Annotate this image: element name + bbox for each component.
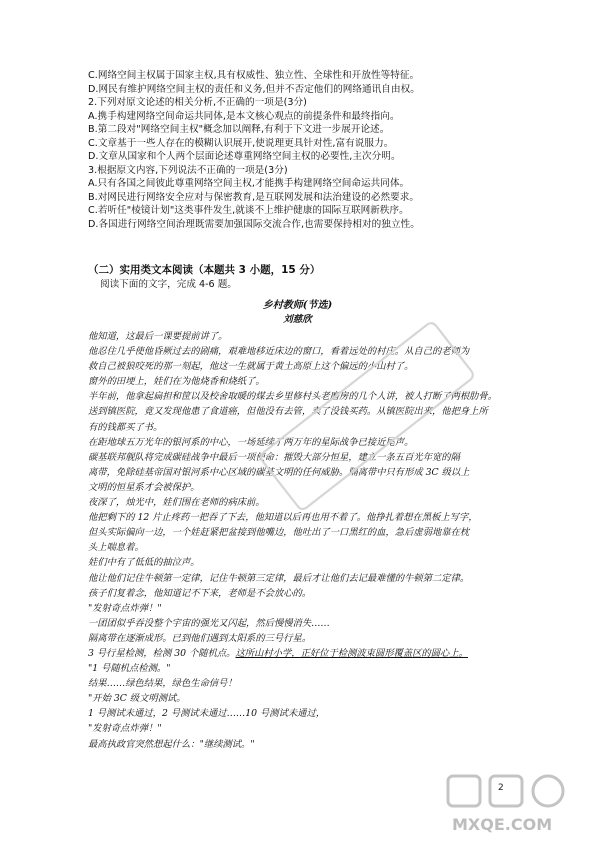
story-line bbox=[88, 480, 558, 495]
story-line bbox=[88, 374, 558, 389]
story-line-text: 在距地球五万光年的银河系的中心，一场延续了两万年的星际战争已接近尾声。 bbox=[88, 436, 414, 448]
option-line: D.各国进行网络空间治理既需要加强国际交流合作,也需要保持相对的独立性。 bbox=[88, 218, 420, 230]
reading-instruction: 阅读下面的文字，完成 4-6 题。 bbox=[100, 279, 237, 290]
story-line-text: "开始 3C 级文明测试。 bbox=[88, 693, 186, 705]
story-line bbox=[88, 555, 558, 570]
story-line-text: 夜深了，烛光中，娃们围在老师的病床前。 bbox=[88, 497, 265, 509]
story-line bbox=[88, 525, 558, 540]
story-line-text: 他知道，这最后一课要提前讲了。 bbox=[88, 331, 228, 342]
story-line bbox=[88, 435, 558, 450]
option-line: C.文章基于一些人存在的模糊认识展开,使说理更具针对性,富有说服力。 bbox=[88, 137, 394, 149]
story-line-text: 结果……绿色结果，绿色生命信号！ bbox=[88, 678, 237, 690]
option-line: C.网络空间主权属于国家主权,具有权威性、独立性、全球性和开放性等特征。 bbox=[88, 70, 420, 81]
underlined-sentence: 这所山村小学，正好位于检测波束圆形覆盖区的圆心上。 bbox=[235, 647, 468, 659]
story-line-text: 头上喘息着。 bbox=[88, 542, 144, 554]
story-line bbox=[88, 450, 558, 465]
option-line: A.只有各国之间彼此尊重网络空间主权,才能携手构建网络空间命运共同体。 bbox=[88, 178, 410, 189]
story-line-text: 3 号行星检测，检测 30 个随机点。 bbox=[88, 647, 236, 659]
story-line bbox=[88, 344, 558, 359]
option-line: D.文章从国家和个人两个层面论述尊重网络空间主权的必要性,主次分明。 bbox=[88, 151, 401, 162]
story-line-text: 他忍住几乎使他昏厥过去的剧痛，艰难地移近床边的窗口，看着远处的村庄。从自己的老师为 bbox=[88, 346, 470, 358]
story-line bbox=[88, 540, 558, 555]
story-line bbox=[88, 510, 558, 525]
story-line-text: "发射奇点炸弹！" bbox=[88, 602, 162, 614]
story-line-text: 他让他们记住牛顿第一定律，记住牛顿第三定律，最后才让他们去记最难懂的牛顿第二定律。 bbox=[88, 572, 470, 584]
story-line-text: 离带，免除硅基帝国对银河系中心区域的碳基文明的任何威胁。隔离带中只有形成 3C 级以上 bbox=[88, 466, 470, 478]
story-line-text: 一团团似乎吞没整个宇宙的强光又闪起，然后慢慢消失…… bbox=[88, 617, 330, 629]
story-line-text: 孩子们复着念，他知道记不下来，老师是不会放心的。 bbox=[88, 587, 312, 599]
story-line bbox=[88, 601, 558, 616]
story-line-text: 送到镇医院，竟又发现他患了食道癌，但他没有去管，卖了没钱买药。从镇医院出来，他把身上所 bbox=[88, 406, 488, 418]
question-options-block bbox=[88, 69, 558, 231]
story-line bbox=[88, 737, 558, 752]
article-author: 刘慈欣 bbox=[283, 314, 312, 325]
logo-ring bbox=[533, 776, 563, 806]
story-line bbox=[88, 465, 558, 480]
story-line bbox=[88, 329, 558, 344]
story-line bbox=[88, 586, 558, 601]
story-line bbox=[88, 706, 558, 721]
story-line bbox=[88, 571, 558, 586]
story-line-text: 有的钱都买了书。 bbox=[88, 421, 163, 433]
logo-block-2 bbox=[490, 776, 522, 806]
story-line bbox=[88, 616, 558, 631]
story-line bbox=[88, 495, 558, 510]
story-line-text: 半年前，他拿起扁担和筐以及校舍取暖的煤去乡里修村头老磨房的几个人讲，被人打断了两根肋骨。 bbox=[88, 391, 498, 403]
story-line bbox=[88, 721, 558, 736]
story-line bbox=[88, 420, 558, 435]
page-number: 2 bbox=[498, 783, 504, 793]
article-title: 乡村教师(节选) bbox=[262, 300, 333, 311]
story-text bbox=[88, 329, 558, 752]
option-line: B.第二段对"网络空间主权"概念加以阐释,有利于下文进一步展开论述。 bbox=[88, 124, 390, 135]
story-line-text: 最高执政官突然想起什么："继续测试。" bbox=[88, 738, 255, 750]
story-line-text: 碳基联邦舰队将完成碳硅战争中最后一项使命：摧毁大部分恒星，建立一条五百光年宽的隔 bbox=[88, 451, 460, 463]
story-line bbox=[88, 691, 558, 706]
logo-block-1 bbox=[448, 776, 480, 806]
story-line-text: 娃们中有了低低的抽泣声。 bbox=[88, 557, 200, 569]
story-line bbox=[88, 359, 558, 374]
brand-url: MXQE.COM bbox=[452, 815, 553, 834]
brand-logo bbox=[438, 770, 588, 840]
story-line-text: "1 号随机点检测。" bbox=[88, 663, 171, 675]
story-line-text: 隔离带在逐渐成形。已到他们遇到太阳系的三号行星。 bbox=[88, 632, 312, 644]
option-line: C.若听任"棱镜计划"这类事件发生,就谈不上维护健康的国际互联网新秩序。 bbox=[88, 205, 409, 216]
story-line bbox=[88, 389, 558, 404]
story-line bbox=[88, 631, 558, 646]
story-line bbox=[88, 646, 558, 661]
option-line: 2.下列对原文论述的相关分析,不正确的一项是(3分) bbox=[88, 97, 307, 108]
story-line-text: 救自己被狼咬死的那一刻起，他这一生就属于黄土高原上这个偏远的小山村了。 bbox=[88, 361, 414, 373]
story-line bbox=[88, 404, 558, 419]
story-line-text: 1 号测试未通过，2 号测试未通过……10 号测试未通过， bbox=[88, 708, 326, 720]
story-line bbox=[88, 676, 558, 691]
option-line: B.对网民进行网络安全应对与保密教育,是互联网发展和法治建设的必然要求。 bbox=[88, 191, 420, 203]
option-line: D.网民有维护网络空间主权的责任和义务,但并不否定他们的网络通讯自由权。 bbox=[88, 83, 420, 95]
story-line-text: "发射奇点炸弹！" bbox=[88, 723, 162, 735]
story-line-text: 窗外的田埂上，娃们在为他烧香和烧纸了。 bbox=[88, 376, 265, 388]
story-line-text: 文明的恒星系才会被保护。 bbox=[88, 481, 200, 493]
option-line: 3.根据原文内容,下列说法不正确的一项是(3分) bbox=[88, 164, 288, 176]
story-line bbox=[88, 661, 558, 676]
story-line-text: 他把剩下的 12 片止疼药一把吞了下去，他知道以后再也用不着了。他挣扎着想在黑板上写字， bbox=[88, 512, 478, 524]
story-line-text: 但头实际偏向一边，一个娃赶紧把盆接到他嘴边，他吐出了一口黑红的血，急后虚弱地靠在枕 bbox=[88, 527, 470, 539]
section-title: （二）实用类文本阅读（本题共 3 小题，15 分） bbox=[88, 264, 321, 276]
option-line: A.携手构建网络空间命运共同体,是本文核心观点的前提条件和最终指向。 bbox=[88, 110, 400, 122]
